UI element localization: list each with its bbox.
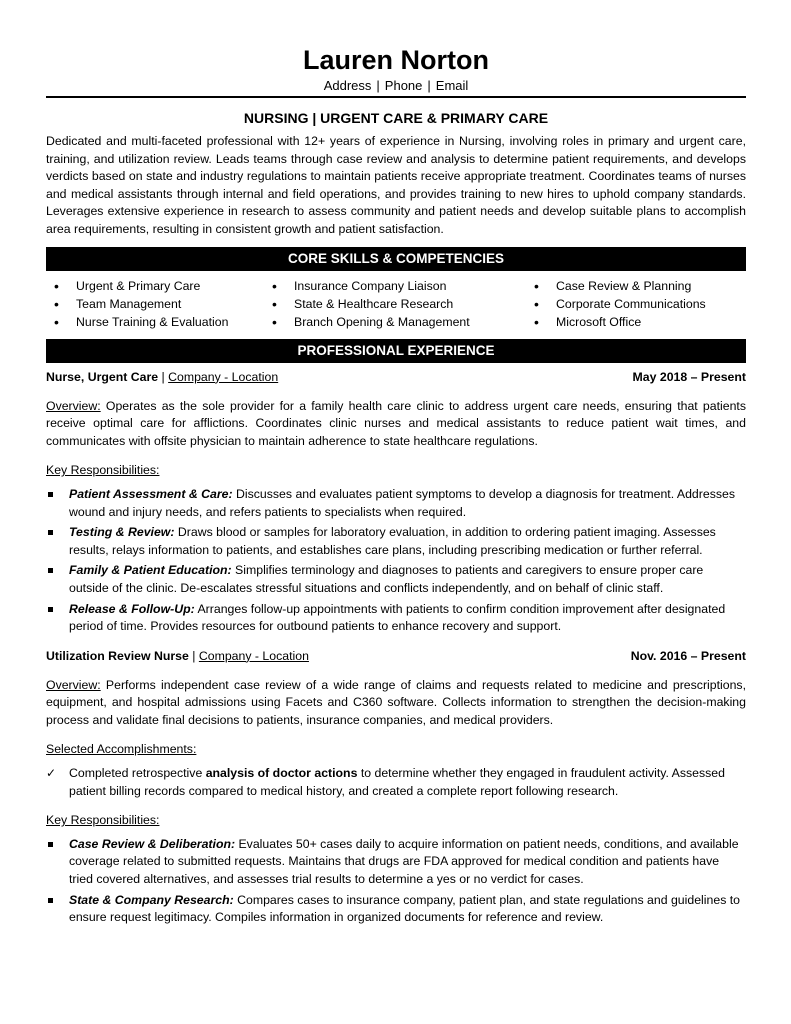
responsibility-item [46,892,746,927]
accomplishments-list [46,765,746,800]
overview-text: Performs independent case review of a wide range of claims and requests related to medicine and prescriptions, equipment, and hospital admissions using Facets and C360 software. Collects information to strengthen the decision-making process and validate final decisions to patients, insurance companies, and medical providers. [46,677,746,727]
responsibility-text: Draws blood or samples for laboratory evaluation, in addition to ordering patient imaging. Assesses results, relays information to patients, and establishes care plans, including prescribing medication or further referral. [69,525,716,557]
skills-column [272,277,534,331]
responsibilities-list [46,836,746,927]
overview-label: Overview: [46,398,101,413]
responsibilities-list [46,486,746,636]
skill-item: • Case Review & Planning [534,277,734,295]
title-separator: | [161,369,169,384]
responsibility-text: Compares cases to insurance company, patient plan, and state regulations and guidelines to ensure request legitimacy. Compiles information in organized documents for reference and review. [69,892,741,925]
job-title-line [46,368,278,386]
accomplishment-text-end: to determine whether they engaged in fraudulent activity. Assessed patient billing records compared to medical history, and created a complete report following research. [69,766,725,798]
responsibility-lead: Case Review & Deliberation: [69,836,236,851]
contact-address: Address [323,78,372,93]
skill-item: • Microsoft Office [534,313,734,331]
skills-section-heading: CORE SKILLS & COMPETENCIES [46,247,746,271]
job-entry [46,647,746,927]
company-location: Company - Location [198,648,309,663]
skills-column [54,277,272,331]
contact-separator: | [376,78,380,93]
title-separator: | [192,648,199,663]
responsibility-text: Evaluates 50+ cases daily to acquire information on patient needs, conditions, and available coverage related to submitted requests. Maintains that drugs are FDA approved for medical condition and patients have tried covered alternatives, and assesses trial results to determine a yes or no verdict for cases. [69,836,739,887]
responsibilities-label: Key Responsibilities: [46,813,160,828]
responsibility-item [46,836,746,889]
responsibility-text: Arranges follow-up appointments with patients to confirm condition improvement after designated period of time. Provides resources for outbound patients to enhance recovery and support. [69,601,726,634]
skill-item: • Corporate Communications [534,295,734,313]
responsibility-lead: Testing & Review: [69,525,175,540]
job-header [46,647,746,665]
job-title: Nurse, Urgent Care [46,369,159,384]
contact-email: Email [435,78,469,93]
experience-section-heading: PROFESSIONAL EXPERIENCE [46,339,746,363]
responsibility-lead: State & Company Research: [69,892,234,907]
overview-text: Operates as the sole provider for a family health care clinic to address urgent care needs, ensuring that patients receive optimal care for afflictions. Coordinates clinic nurses and medical assistants to reduce patient wait times, and communicates with offsite physician to maintain adherence to state healthcare regulations. [46,398,746,448]
responsibility-text: Discusses and evaluates patient symptoms to develop a diagnosis for treatment. Addresses wound and injury needs, and refers patients to specialists when required. [69,486,735,519]
skill-item: • Branch Opening & Management [272,313,534,331]
contact-phone: Phone [384,78,423,93]
skills-column [534,277,734,331]
job-entry [46,368,746,636]
resume-headline: NURSING | URGENT CARE & PRIMARY CARE [243,110,549,126]
responsibility-text: Simplifies terminology and diagnoses to patients and caregivers to ensure proper care outside of the clinic. De-escalates stressful situations and conflicts independently, and on behalf of clinic staff. [69,563,704,595]
candidate-name: Lauren Norton [303,45,489,75]
responsibility-item [46,601,746,636]
job-overview [46,677,746,730]
responsibilities-label: Key Responsibilities: [46,463,160,478]
skill-item: • Nurse Training & Evaluation [54,313,272,331]
skills-grid [46,277,746,331]
responsibility-lead: Family & Patient Education: [69,563,232,578]
accomplishment-item [46,765,746,800]
job-dates: Nov. 2016 – Present [630,648,746,663]
accomplishment-text-start: Completed retrospective [69,766,203,781]
responsibility-item [46,562,746,597]
skill-item: • Team Management [54,295,272,313]
header-divider [46,96,746,98]
skill-item: • Insurance Company Liaison [272,277,534,295]
accomplishment-highlight: analysis of doctor actions [205,766,358,781]
professional-summary: Dedicated and multi-faceted professional with 12+ years of experience in Nursing, involving roles in primary and urgent care, training, and utilization review. Leads teams through case review and analysis to determine patient requirements, and develops verdicts based on state and industry regulations to maintain patients receive appropriate treatment. Coordinates teams of nurses and medical assistants through internal and field operations, and provides training to new hires to uphold company standards. Leverages extensive experience in research to assess community and patient needs and develop suitable plans to accomplish area requirements, resulting in consistent growth and patient satisfaction. [46,134,746,236]
job-dates: May 2018 – Present [632,369,746,384]
responsibility-lead: Release & Follow-Up: [69,601,195,616]
job-title-line [46,647,309,665]
company-location: Company - Location [168,369,279,384]
responsibility-item [46,486,746,521]
job-header [46,368,746,386]
contact-separator: | [427,78,431,93]
job-title: Utilization Review Nurse [46,648,189,663]
skill-item: • State & Healthcare Research [272,295,534,313]
contact-line [46,77,746,94]
job-overview [46,398,746,451]
responsibility-item [46,524,746,559]
skill-item: • Urgent & Primary Care [54,277,272,295]
overview-label: Overview: [46,677,101,692]
accomplishments-label: Selected Accomplishments: [46,742,197,757]
responsibility-lead: Patient Assessment & Care: [69,486,233,501]
